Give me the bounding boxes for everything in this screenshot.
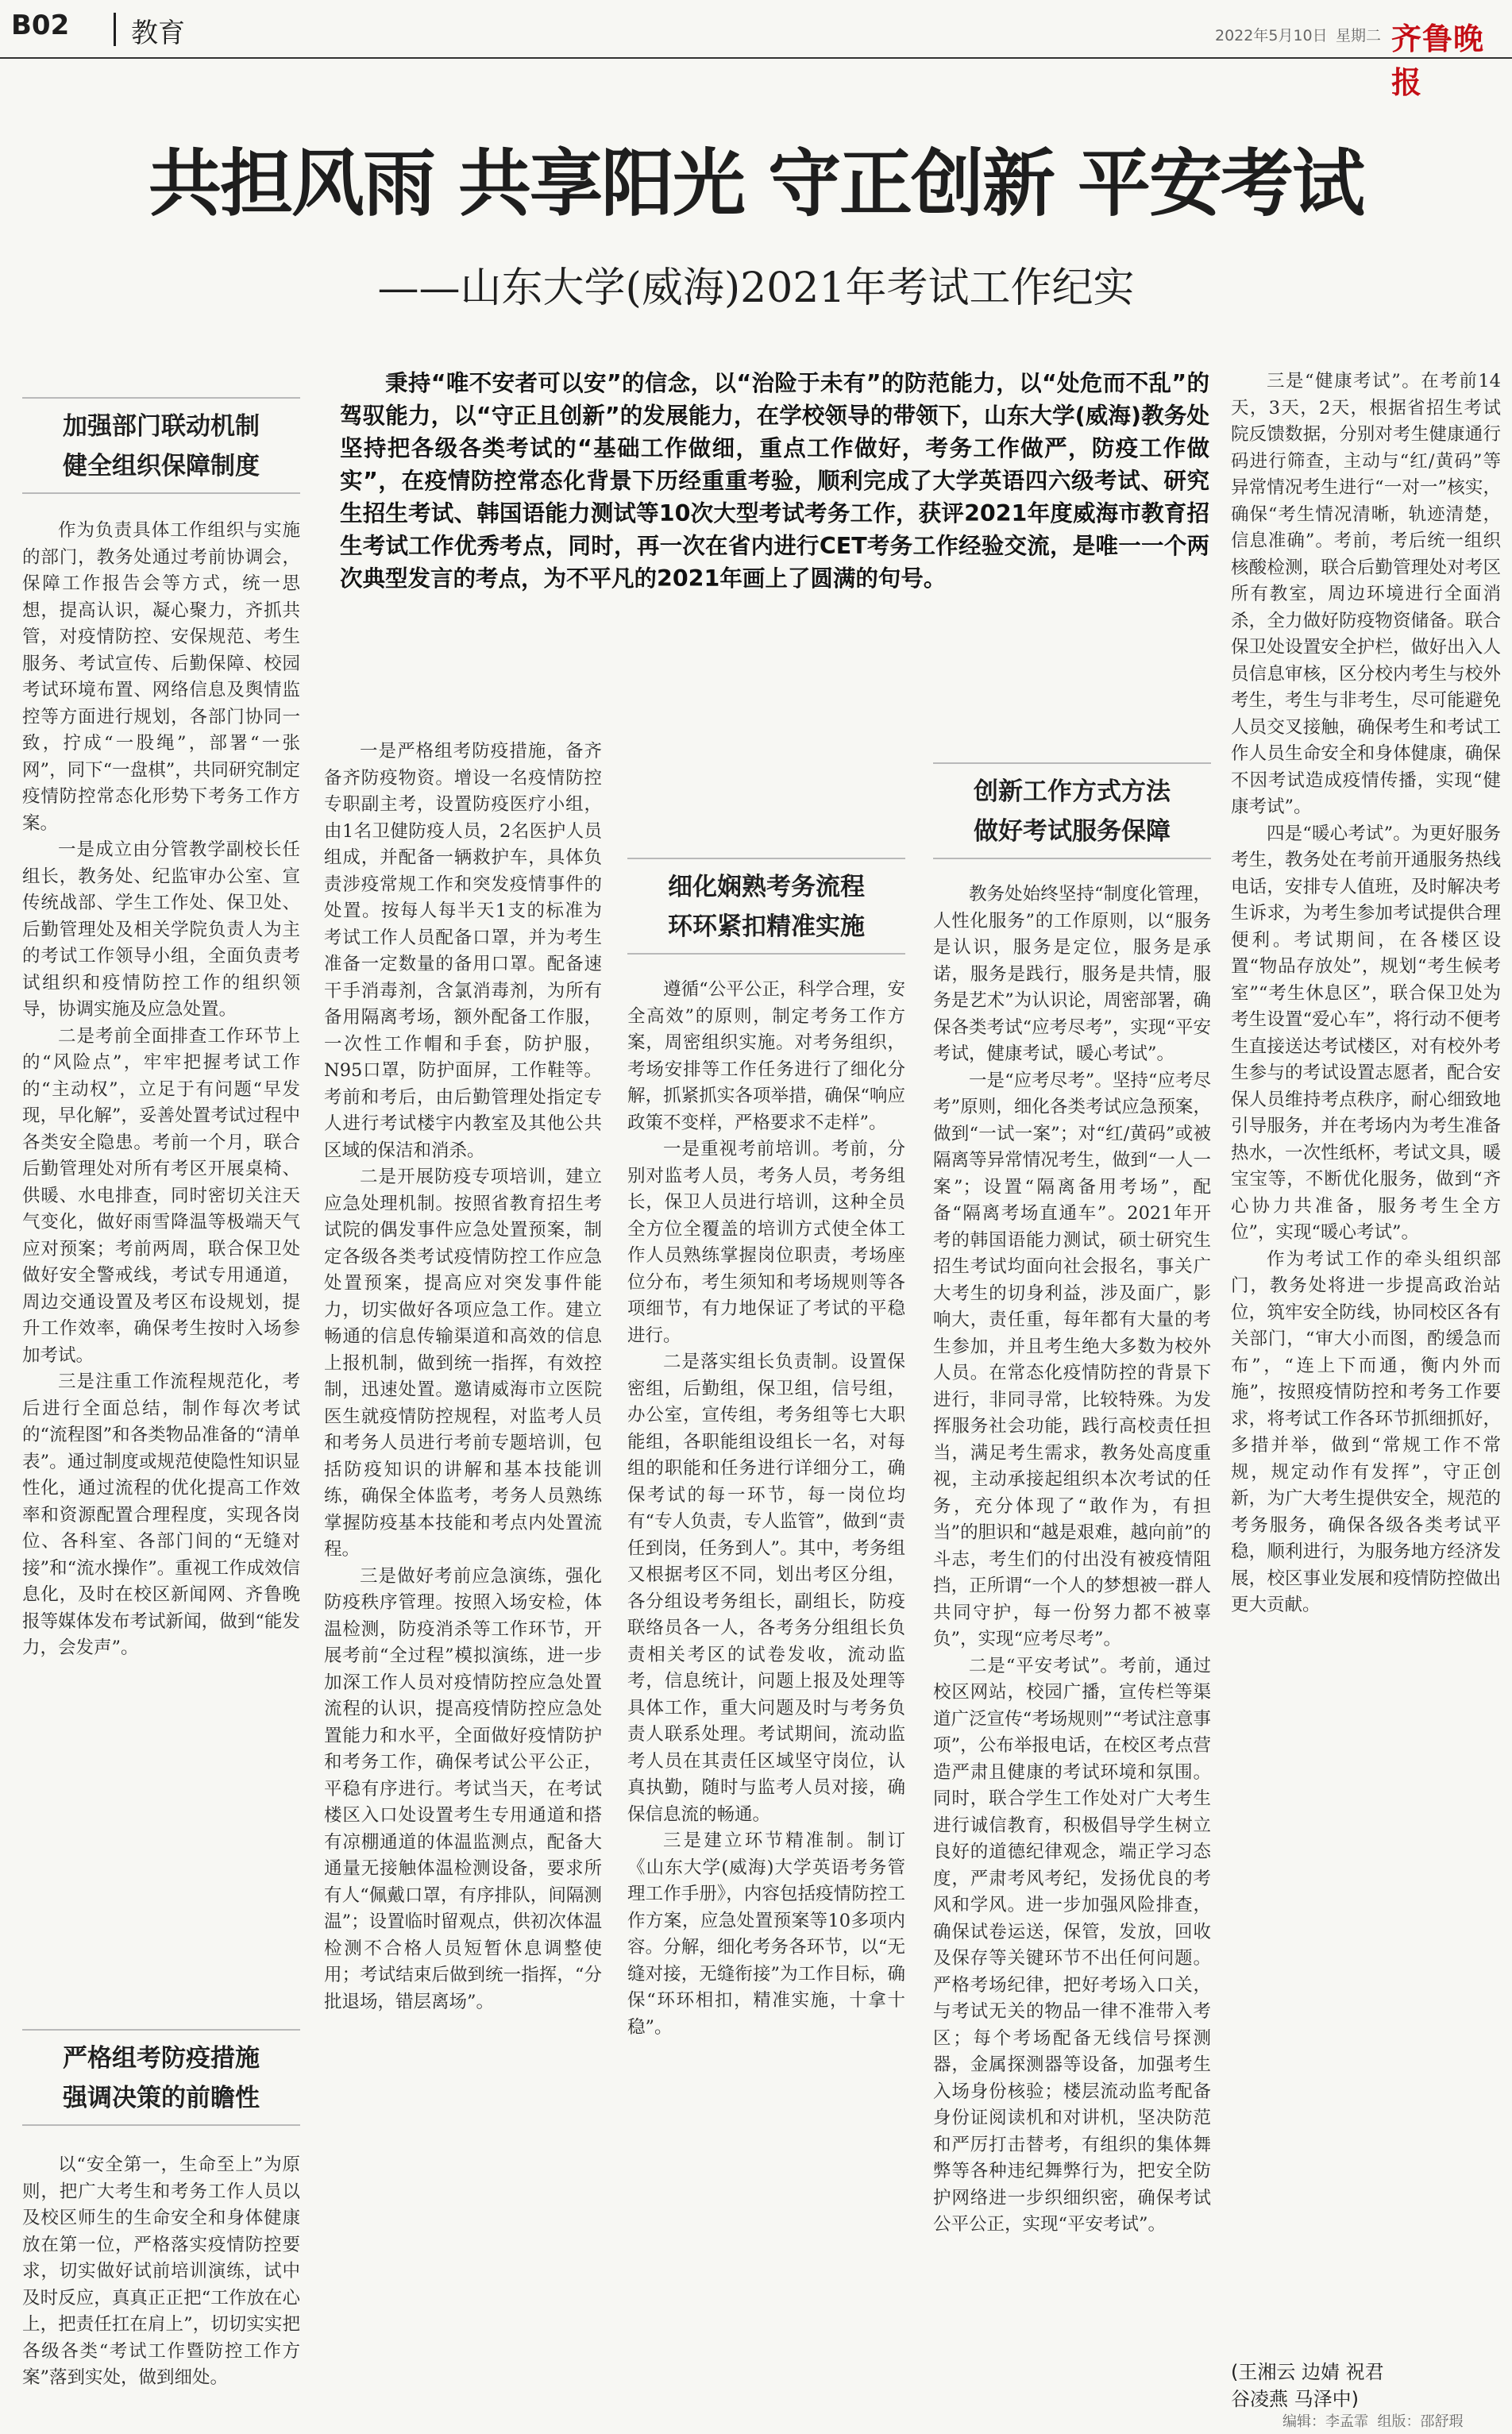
- designer-credit: 组版：邵舒瑕: [1377, 2413, 1464, 2430]
- section-heading-4: 创新工作方式方法 做好考试服务保障: [974, 777, 1171, 846]
- headline: 共担风雨 共享阳光 守正创新 平安考试: [148, 141, 1364, 226]
- section-heading-2: 严格组考防疫措施 强调决策的前瞻性: [63, 2044, 260, 2112]
- section-rule: [933, 858, 1211, 859]
- section-rule: [22, 2124, 300, 2126]
- editor-credits: [1282, 2410, 1463, 2431]
- section-2-body: 以“安全第一，生命至上”为原则，把广大考生和考务工作人员以及校区师生的生命安全和身体健康放在第一位，严格落实疫情防控要求，切实做好试前培训演练，试中及时反应，真真正正把“工作放在心上，把责任扛在肩上”，切切实实把各级各类“考试工作暨防控工作方案”落到实处，做到细处。: [22, 2154, 300, 2388]
- section-4-body: 教务处始终坚持“制度化管理，人性化服务”的工作原则，以“服务是认识，服务是定位，服务是承诺，服务是践行，服务是共情，服务是艺术”为认识论，周密部署，确保各类考试“应考尽考”，实现“平安考试，健康考试，暖心考试”。 一是“应考尽考”。坚持“应考尽考”原则，细化各类考试应急预案，做到“一试一案”；对“红/黄码”或被隔离等异常情况考生，做到“一人一案”；设置“隔离备用考场”，配备“隔离考场直通车”。2021年开考的韩国语能力测试，硕士研究生招生考试均面向社会报名，事关广大考生的切身利益，涉及面广，影响大，责任重，每年都有大量的考生参加，并且考生绝大多数为校外人员。在常态化疫情防控的背景下进行，非同寻常，比较特殊。为发挥服务社会功能，践行高校责任担当，满足考生需求，教务处高度重视，主动承接起组织本次考试的任务，充分体现了“敢作为，有担当”的胆识和“越是艰难，越向前”的斗志，考生们的付出没有被疫情阻挡，正所谓“一个人的梦想被一群人共同守护，每一份努力都不被辜负”，实现“应考尽考”。 二是“平安考试”。考前，通过校区网站，校园广播，宣传栏等渠道广泛宣传“考场规则”“考试注意事项”，公布举报电话，在校区考点营造严肃且健康的考试环境和氛围。同时，联合学生工作处对广大考生进行诚信教育，积极倡导学生树立良好的道德纪律观念，端正学习态度，严肃考风考纪，发扬优良的考风和学风。进一步加强风险排查，确保试卷运送，保管，发放，回收及保存等关键环节不出任何问题。严格考场纪律，把好考场入口关，与考试无关的物品一律不准带入考区；每个考场配备无线信号探测器，金属探测器等设备，加强考生入场身份核验；楼层流动监考配备身份证阅读机和对讲机，坚决防范和严厉打击替考，有组织的集体舞弊等各种违纪舞弊行为，把安全防护网络进一步织细织密，确保考试公平公正，实现“平安考试”。: [933, 884, 1211, 2235]
- section-rule: [627, 953, 905, 955]
- header-rule: [0, 57, 1512, 59]
- section-2-body-continued: 一是严格组考防疫措施，备齐备齐防疫物资。增设一名疫情防控专职副主考，设置防疫医疗小组，由1名卫健防疫人员，2名医护人员组成，并配备一辆救护车，具体负责涉疫常规工作和突发疫情事件的处置。按每人每半天1支的标准为考试工作人员配备口罩，并为考生准备一定数量的备用口罩。配备速干手消毒剂，含氯消毒剂，为所有备用隔离考场，额外配备工作服，一次性工作帽和手套，防护服，N95口罩，防护面屏，工作鞋等。考前和考后，由后勤管理处指定专人进行考试楼宇内教室及其他公共区域的保洁和消杀。 二是开展防疫专项培训，建立应急处理机制。按照省教育招生考试院的偶发事件应急处置预案，制定各级各类考试疫情防控工作应急处置预案，提高应对突发事件能力，切实做好各项应急工作。建立畅通的信息传输渠道和高效的信息上报机制，做到统一指挥，有效控制，迅速处置。邀请威海市立医院医生就疫情防控规程，对监考人员和考务人员进行考前专题培训，包括防疫知识的讲解和基本技能训练，确保全体监考，考务人员熟练掌握防疫基本技能和考点内处置流程。 三是做好考前应急演练，强化防疫秩序管理。按照入场安检，体温检测，防疫消杀等工作环节，开展考前“全过程”模拟演练，进一步加深工作人员对疫情防控应急处置流程的认识，提高疫情防控应急处置能力和水平，全面做好疫情防护和考务工作，确保考试公平公正，平稳有序进行。考试当天，在考试楼区入口处设置考生专用通道和搭有凉棚通道的体温监测点，配备大通量无接触体温检测设备，要求所有人“佩戴口罩，有序排队，间隔测温”；设置临时留观点，供初次体温检测不合格人员短暂休息调整使用；考试结束后做到统一指挥，“分批退场，错层离场”。: [324, 741, 602, 2012]
- section-rule: [22, 492, 300, 494]
- newspaper-logo: 齐鲁晚报: [1391, 21, 1485, 100]
- issue-date: 2022年5月10日: [1215, 27, 1328, 44]
- section-rule: [22, 397, 300, 399]
- section-3-body: 遵循“公平公正，科学合理，安全高效”的原则，制定考务工作方案，周密组织实施。对考务组织，考场安排等工作任务进行了细化分解，抓紧抓实各项举措，确保“响应政策不变样，严格要求不走样”。 一是重视考前培训。考前，分别对监考人员，考务人员，考务组长，保卫人员进行培训，这种全员全方位全覆盖的培训方式使全体工作人员熟练掌握岗位职责，考场座位分布，考生须知和考场规则等各项细节，有力地保证了考试的平稳进行。 二是落实组长负责制。设置保密组，后勤组，保卫组，信号组，办公室，宣传组，考务组等七大职能组，各职能组设组长一名，对每组的职能和任务进行详细分工，确保考试的每一环节，每一岗位均有“专人负责，专人监管”，做到“责任到岗，任务到人”。其中，考务组又根据考区不同，划出考区分组，各分组设考务组长，副组长，防疫联络员各一人，各考务分组组长负责相关考区的试卷发收，流动监考，信息统计，问题上报及处理等具体工作，重大问题及时与考务负责人联系处理。考试期间，流动监考人员在其责任区域坚守岗位，认真执勤，随时与监考人员对接，确保信息流的畅通。 三是建立环节精准制。制订《山东大学(威海)大学英语考务管理工作手册》，内容包括疫情防控工作方案，应急处置预案等10多项内容。分解，细化考务各环节，以“无缝对接，无缝衔接”为工作目标，确保“环环相扣，精准实施，十拿十稳”。: [627, 979, 905, 2038]
- section-rule: [627, 858, 905, 859]
- section-1-body: 作为负责具体工作组织与实施的部门，教务处通过考前协调会，保障工作报告会等方式，统一思想，提高认识，凝心聚力，齐抓共管，对疫情防控、安保规范、考生服务、考试宣传、后勤保障、校园考试环境布置、网络信息及舆情监控等方面进行规划，各部门协同一致，拧成“一股绳”，部署“一张网”，同下“一盘棋”，共同研究制定疫情防控常态化形势下考务工作方案。 一是成立由分管教学副校长任组长，教务处、纪监审办公室、宣传统战部、学生工作处、保卫处、后勤管理处及相关学院负责人为主的考试工作领导小组，全面负责考试组织和疫情防控工作的组织领导，协调实施及应急处置。 二是考前全面排查工作环节上的“风险点”，牢牢把握考试工作的“主动权”，立足于有问题“早发现，早化解”，妥善处置考试过程中各类安全隐患。考前一个月，联合后勤管理处对所有考区开展桌椅、供暖、水电排查，同时密切关注天气变化，做好雨雪降温等极端天气应对预案；考前两周，联合保卫处做好安全警戒线，考试专用通道，周边交通设置及考区布设规划，提升工作效率，确保考生按时入场参加考试。 三是注重工作流程规范化，考后进行全面总结，制作每次考试的“流程图”和各类物品准备的“清单表”。通过制度或规范使隐性知识显性化，通过流程的优化提高工作效率和资源配置合理程度，实现各岗位、各科室、各部门间的“无缝对接”和“流水操作”。重视工作成效信息化，及时在校区新闻网、齐鲁晚报等媒体发布考试新闻，做到“能发力，会发声”。: [22, 520, 300, 1658]
- section-4-body-continued: 三是“健康考试”。在考前14天，3天，2天，根据省招生考试院反馈数据，分别对考生健康通行码进行筛查，主动与“红/黄码”等异常情况考生进行“一对一”核实，确保“考生情况清晰，轨迹清楚，信息准确”。考前，考后统一组织核酸检测，联合后勤管理处对考区所有教室，周边环境进行全面消杀，全力做好防疫物资储备。联合保卫处设置安全护栏，做好出入人员信息审核，区分校内考生与校外考生，考生与非考生，尽可能避免人员交叉接触，确保考生和考试工作人员生命安全和身体健康，确保不因考试造成疫情传播，实现“健康考试”。 四是“暖心考试”。为更好服务考生，教务处在考前开通服务热线电话，安排专人值班，及时解决考生诉求，为考生参加考试提供合理便利。考试期间，在各楼区设置“物品存放处”，规划“考生候考室”“考生休息区”，联合保卫处为考生设置“爱心车”，将行动不便考生直接送达考试楼区，对有校外考生参与的考试设置志愿者，配合安保人员维持考点秩序，耐心细致地引导服务，并在考场内为考生准备热水，一次性纸杯，考试文具，暖宝宝等，不断优化服务，做到“齐心协力共准备，服务考生全方位”，实现“暖心考试”。 作为考试工作的牵头组织部门，教务处将进一步提高政治站位，筑牢安全防线，协同校区各有关部门，“审大小而图，酌缓急而布”，“连上下而通，衡内外而施”，按照疫情防控和考务工作要求，将考试工作各环节抓细抓好，多措并举，做到“常规工作不常规，规定动作有发挥”，守正创新，为广大考生提供安全，规范的考务服务，确保各级各类考试平稳，顺利进行，为服务地方经济发展，校区事业发展和疫情防控做出更大贡献。: [1231, 371, 1501, 1615]
- section-rule: [933, 762, 1211, 764]
- editor-credit: 编辑：李孟霏: [1282, 2413, 1368, 2430]
- section-heading-3: 细化娴熟考务流程 环环紧扣精准实施: [668, 873, 865, 941]
- byline: (王湘云 边婧 祝君 谷凌燕 马泽中): [1231, 2361, 1384, 2410]
- issue-weekday: 星期二: [1336, 27, 1382, 44]
- section-rule: [22, 2029, 300, 2031]
- lead-paragraph: 秉持“唯不安者可以安”的信念，以“治险于未有”的防范能力，以“处危而不乱”的驾驭能力，以“守正且创新”的发展能力，在学校领导的带领下，山东大学(威海)教务处坚持把各级各类考试的“基础工作做细，重点工作做好，考务工作做严，防疫工作做实”，在疫情防控常态化背景下历经重重考验，顺利完成了大学英语四六级考试、研究生招生考试、韩国语能力测试等10次大型考试考务工作，获评2021年度威海市教育招生考试工作优秀考点，同时，再一次在省内进行CET考务工作经验交流，是唯一一个两次典型发言的考点，为不平凡的2021年画上了圆满的句号。: [340, 370, 1209, 592]
- page-number: B02: [11, 10, 70, 41]
- section-heading-1: 加强部门联动机制 健全组织保障制度: [63, 412, 260, 480]
- header-divider: [114, 13, 116, 46]
- subheadline: ——山东大学(威海)2021年考试工作纪实: [377, 264, 1135, 312]
- section-name: 教育: [131, 17, 185, 49]
